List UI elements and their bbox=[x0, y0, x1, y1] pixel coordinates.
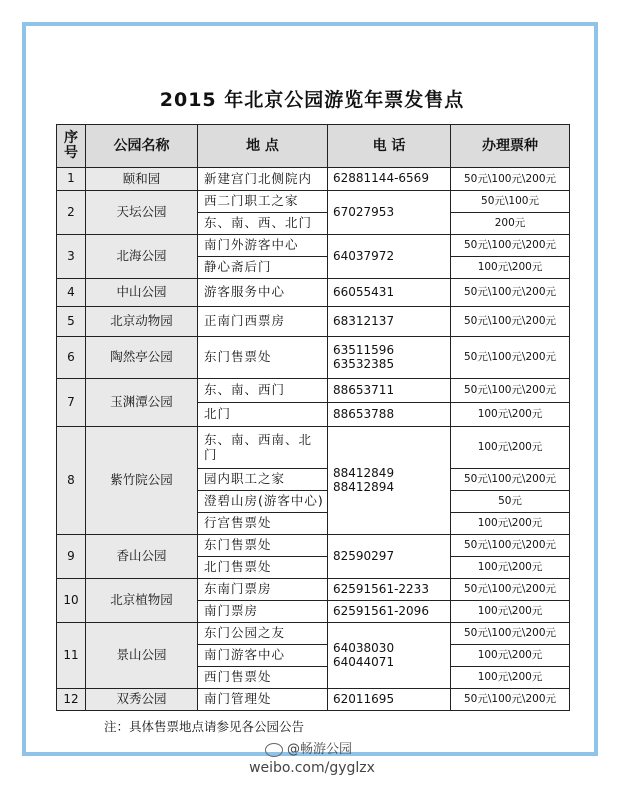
site-url: weibo.com/gyglzx bbox=[249, 760, 375, 776]
row-number: 4 bbox=[57, 279, 86, 307]
location: 南门游客中心 bbox=[198, 645, 328, 667]
table-row bbox=[57, 168, 570, 191]
header-seq: 序 号 bbox=[57, 125, 86, 168]
table-row bbox=[57, 535, 570, 557]
ticket-type: 50元\100元\200元 bbox=[451, 279, 570, 307]
park-name: 中山公园 bbox=[86, 279, 198, 307]
row-number: 2 bbox=[57, 191, 86, 235]
ticket-type: 100元\200元 bbox=[451, 513, 570, 535]
row-number: 12 bbox=[57, 689, 86, 711]
location: 正南门西票房 bbox=[198, 307, 328, 337]
phone: 88412849 88412894 bbox=[328, 427, 451, 535]
park-name: 颐和园 bbox=[86, 168, 198, 191]
ticket-type: 50元\100元\200元 bbox=[451, 535, 570, 557]
park-name: 北京动物园 bbox=[86, 307, 198, 337]
park-name: 陶然亭公园 bbox=[86, 337, 198, 379]
park-name: 紫竹院公园 bbox=[86, 427, 198, 535]
location: 西门售票处 bbox=[198, 667, 328, 689]
park-name: 香山公园 bbox=[86, 535, 198, 579]
row-number: 6 bbox=[57, 337, 86, 379]
location: 东、南、西门 bbox=[198, 379, 328, 403]
ticket-type: 50元\100元\200元 bbox=[451, 689, 570, 711]
location: 东门公园之友 bbox=[198, 623, 328, 645]
weibo-watermark bbox=[265, 738, 352, 757]
park-name: 景山公园 bbox=[86, 623, 198, 689]
park-name: 天坛公园 bbox=[86, 191, 198, 235]
ticket-type: 100元\200元 bbox=[451, 645, 570, 667]
ticket-type: 50元\100元\200元 bbox=[451, 307, 570, 337]
ticket-type: 200元 bbox=[451, 213, 570, 235]
ticket-outlet-table bbox=[56, 124, 570, 711]
location: 东南门票房 bbox=[198, 579, 328, 601]
ticket-type: 50元\100元\200元 bbox=[451, 235, 570, 257]
park-name: 玉渊潭公园 bbox=[86, 379, 198, 427]
location: 东门售票处 bbox=[198, 337, 328, 379]
ticket-type: 50元\100元 bbox=[451, 191, 570, 213]
table-row bbox=[57, 307, 570, 337]
ticket-type: 50元\100元\200元 bbox=[451, 579, 570, 601]
header-phone: 电 话 bbox=[328, 125, 451, 168]
ticket-type: 50元\100元\200元 bbox=[451, 469, 570, 491]
ticket-type: 100元\200元 bbox=[451, 601, 570, 623]
row-number: 5 bbox=[57, 307, 86, 337]
phone: 82590297 bbox=[328, 535, 451, 579]
phone: 66055431 bbox=[328, 279, 451, 307]
location: 南门管理处 bbox=[198, 689, 328, 711]
ticket-type: 100元\200元 bbox=[451, 427, 570, 469]
phone: 64038030 64044071 bbox=[328, 623, 451, 689]
table-row bbox=[57, 623, 570, 645]
location: 澄碧山房(游客中心) bbox=[198, 491, 328, 513]
weibo-icon bbox=[265, 743, 283, 757]
table-row bbox=[57, 279, 570, 307]
ticket-type: 100元\200元 bbox=[451, 667, 570, 689]
location: 园内职工之家 bbox=[198, 469, 328, 491]
location: 游客服务中心 bbox=[198, 279, 328, 307]
location: 南门票房 bbox=[198, 601, 328, 623]
ticket-type: 100元\200元 bbox=[451, 403, 570, 427]
location: 东、南、西、北门 bbox=[198, 213, 328, 235]
table-header-row bbox=[57, 125, 570, 168]
header-park: 公园名称 bbox=[86, 125, 198, 168]
phone: 62591561-2233 bbox=[328, 579, 451, 601]
ticket-type: 50元\100元\200元 bbox=[451, 168, 570, 191]
park-name: 北海公园 bbox=[86, 235, 198, 279]
table-row bbox=[57, 337, 570, 379]
location: 东门售票处 bbox=[198, 535, 328, 557]
phone: 67027953 bbox=[328, 191, 451, 235]
park-name: 北京植物园 bbox=[86, 579, 198, 623]
row-number: 3 bbox=[57, 235, 86, 279]
phone: 64037972 bbox=[328, 235, 451, 279]
location: 北门售票处 bbox=[198, 557, 328, 579]
table-row bbox=[57, 689, 570, 711]
phone: 62011695 bbox=[328, 689, 451, 711]
location: 静心斋后门 bbox=[198, 257, 328, 279]
row-number: 10 bbox=[57, 579, 86, 623]
ticket-type: 50元\100元\200元 bbox=[451, 337, 570, 379]
ticket-type: 100元\200元 bbox=[451, 557, 570, 579]
phone: 62881144-6569 bbox=[328, 168, 451, 191]
phone: 63511596 63532385 bbox=[328, 337, 451, 379]
phone: 62591561-2096 bbox=[328, 601, 451, 623]
table-row bbox=[57, 379, 570, 403]
document-title: 2015 年北京公园游览年票发售点 bbox=[159, 89, 465, 111]
row-number: 11 bbox=[57, 623, 86, 689]
ticket-type: 50元 bbox=[451, 491, 570, 513]
ticket-type: 50元\100元\200元 bbox=[451, 379, 570, 403]
header-ticket-type: 办理票种 bbox=[451, 125, 570, 168]
phone: 88653711 bbox=[328, 379, 451, 403]
row-number: 9 bbox=[57, 535, 86, 579]
row-number: 7 bbox=[57, 379, 86, 427]
location: 南门外游客中心 bbox=[198, 235, 328, 257]
header-location: 地 点 bbox=[198, 125, 328, 168]
phone: 88653788 bbox=[328, 403, 451, 427]
watermark-text: @畅游公园 bbox=[287, 742, 353, 757]
phone: 68312137 bbox=[328, 307, 451, 337]
ticket-type: 50元\100元\200元 bbox=[451, 623, 570, 645]
row-number: 1 bbox=[57, 168, 86, 191]
location: 行宫售票处 bbox=[198, 513, 328, 535]
footnote: 注：具体售票地点请参见各公园公告 bbox=[104, 719, 305, 734]
location: 新建宫门北侧院内 bbox=[198, 168, 328, 191]
table-row bbox=[57, 579, 570, 601]
ticket-type: 100元\200元 bbox=[451, 257, 570, 279]
table-row bbox=[57, 191, 570, 213]
park-name: 双秀公园 bbox=[86, 689, 198, 711]
table-row bbox=[57, 427, 570, 469]
row-number: 8 bbox=[57, 427, 86, 535]
location: 西二门职工之家 bbox=[198, 191, 328, 213]
location: 北门 bbox=[198, 403, 328, 427]
location: 东、南、西南、北 门 bbox=[198, 427, 328, 469]
table-row bbox=[57, 235, 570, 257]
